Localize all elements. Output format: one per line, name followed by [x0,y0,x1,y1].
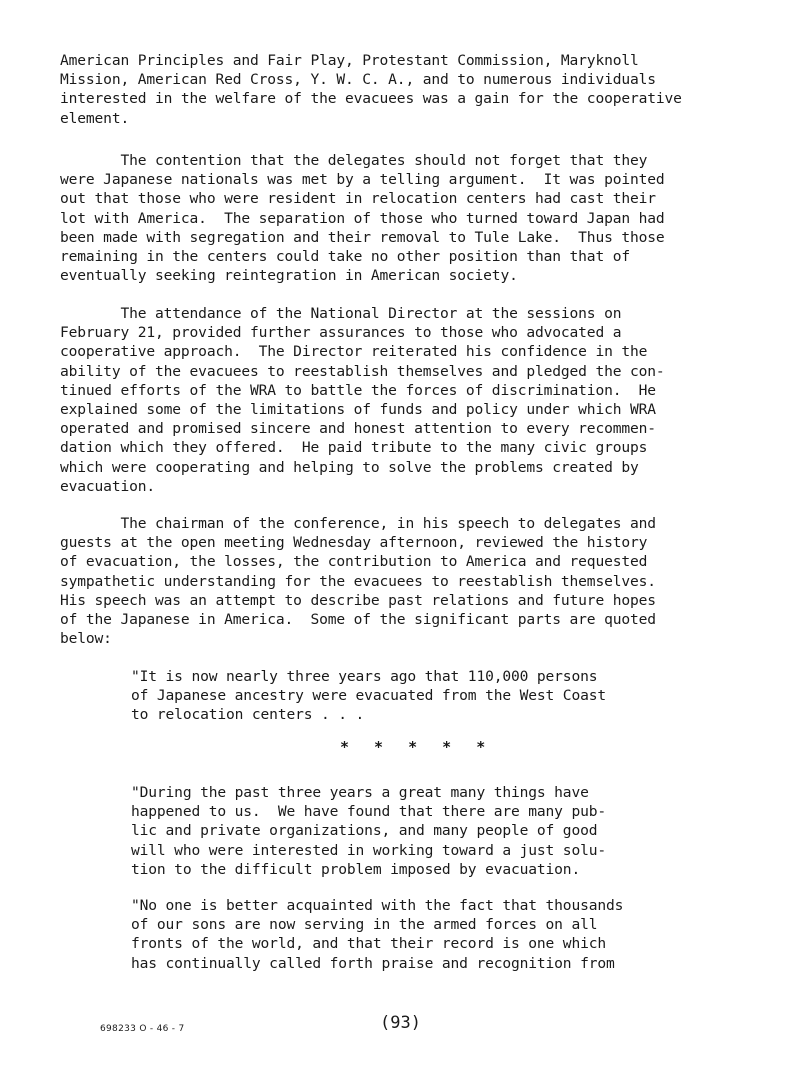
paragraph-1 [60,51,682,128]
text-line: element. [60,109,130,127]
text-line: evacuation. [60,477,155,495]
paragraph-2 [60,151,665,285]
text-line: happened to us. We have found that there are many pub- [131,803,606,821]
text-line: The chairman of the conference, in his speech to delegates and [60,515,656,532]
text-line: lot with America. The separation of those who turned toward Japan had [60,209,665,227]
text-line: dation which they offered. He paid tribute to the many civic groups [60,439,648,457]
text-line: interested in the welfare of the evacuees was a gain for the cooperative [60,90,682,108]
text-line: "No one is better acquainted with the fact that thousands [131,897,624,914]
section-separator: * * * * * [340,738,494,756]
text-line: cooperative approach. The Director reiterated his confidence in the [60,343,648,361]
text-line: of evacuation, the losses, the contribution to America and requested [60,553,648,571]
text-line: guests at the open meeting Wednesday afternoon, reviewed the history [60,534,648,552]
text-line: has continually called forth praise and recognition from [131,954,615,972]
text-line: to relocation centers . . . [131,706,365,724]
quote-3 [131,896,623,973]
text-line: were Japanese nationals was met by a telling argument. It was pointed [60,171,665,189]
text-line: been made with segregation and their removal to Tule Lake. Thus those [60,228,665,246]
text-line: below: [60,630,112,648]
text-line: ability of the evacuees to reestablish themselves and pledged the con- [60,362,665,380]
page-number: (93) [380,1013,421,1033]
text-line: February 21, provided further assurances to those who advocated a [60,324,622,342]
text-line: out that those who were resident in relocation centers had cast their [60,190,656,208]
print-code: 698233 O - 46 - 7 [100,1024,185,1034]
text-line: remaining in the centers could take no other position than that of [60,248,630,266]
text-line: tion to the difficult problem imposed by evacuation. [131,860,581,878]
text-line: sympathetic understanding for the evacuees to reestablish themselves. [60,572,656,590]
text-line: The attendance of the National Director at the sessions on [60,305,622,322]
text-line: lic and private organizations, and many people of good [131,822,598,840]
text-line: The contention that the delegates should not forget that they [60,152,648,169]
text-line: Mission, American Red Cross, Y. W. C. A., and to numerous individuals [60,71,656,89]
quote-1 [131,667,606,725]
quote-2 [131,783,606,879]
text-line: tinued efforts of the WRA to battle the forces of discrimination. He [60,381,656,399]
paragraph-4 [60,514,656,648]
text-line: fronts of the world, and that their record is one which [131,935,606,953]
text-line: explained some of the limitations of funds and policy under which WRA [60,401,656,419]
paragraph-3 [60,304,665,496]
text-line: American Principles and Fair Play, Protestant Commission, Maryknoll [60,52,639,69]
text-line: "During the past three years a great many things have [131,784,589,801]
text-line: "It is now nearly three years ago that 110,000 persons [131,668,598,685]
text-line: will who were interested in working toward a just solu- [131,841,606,859]
text-line: of our sons are now serving in the armed forces on all [131,916,598,934]
text-line: eventually seeking reintegration in American society. [60,267,518,285]
text-line: operated and promised sincere and honest attention to every recommen- [60,420,656,438]
text-line: His speech was an attempt to describe past relations and future hopes [60,591,656,609]
text-line: of Japanese ancestry were evacuated from the West Coast [131,687,606,705]
text-line: of the Japanese in America. Some of the significant parts are quoted [60,611,656,629]
text-line: which were cooperating and helping to solve the problems created by [60,458,639,476]
